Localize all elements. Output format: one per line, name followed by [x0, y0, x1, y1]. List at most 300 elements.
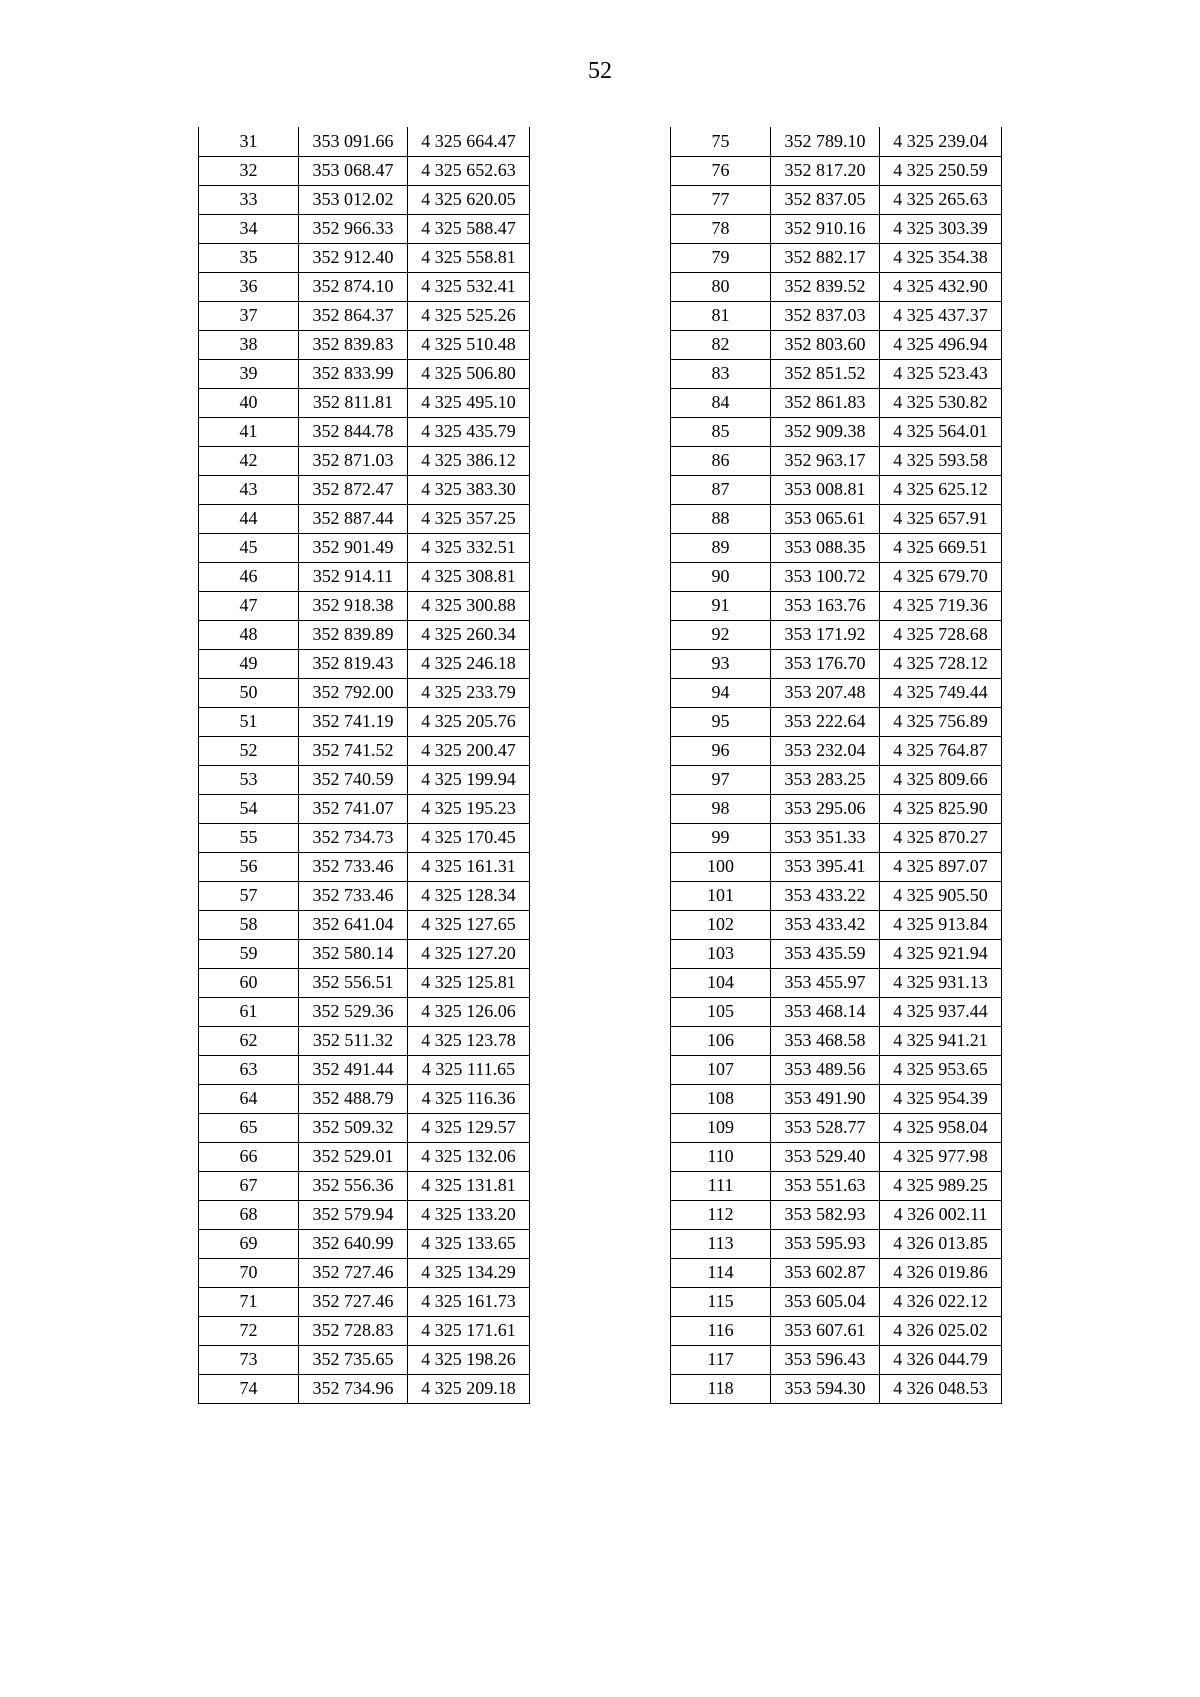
point-number-cell: 109 [671, 1113, 771, 1142]
table-row [671, 330, 1002, 359]
y-coordinate-cell: 4 325 989.25 [880, 1171, 1002, 1200]
x-coordinate-cell: 352 735.65 [299, 1345, 408, 1374]
table-row [671, 620, 1002, 649]
y-coordinate-cell: 4 325 588.47 [408, 214, 530, 243]
x-coordinate-cell: 352 734.73 [299, 823, 408, 852]
y-coordinate-cell: 4 326 048.53 [880, 1374, 1002, 1403]
x-coordinate-cell: 352 509.32 [299, 1113, 408, 1142]
table-row [671, 562, 1002, 591]
y-coordinate-cell: 4 325 510.48 [408, 330, 530, 359]
y-coordinate-cell: 4 325 199.94 [408, 765, 530, 794]
x-coordinate-cell: 353 065.61 [771, 504, 880, 533]
point-number-cell: 83 [671, 359, 771, 388]
table-row [199, 881, 530, 910]
table-row [671, 127, 1002, 156]
y-coordinate-cell: 4 325 435.79 [408, 417, 530, 446]
x-coordinate-cell: 353 163.76 [771, 591, 880, 620]
y-coordinate-cell: 4 325 260.34 [408, 620, 530, 649]
point-number-cell: 63 [199, 1055, 299, 1084]
point-number-cell: 60 [199, 968, 299, 997]
y-coordinate-cell: 4 325 161.31 [408, 852, 530, 881]
table-row [671, 852, 1002, 881]
y-coordinate-cell: 4 325 657.91 [880, 504, 1002, 533]
table-row [671, 359, 1002, 388]
x-coordinate-cell: 352 864.37 [299, 301, 408, 330]
x-coordinate-cell: 352 556.36 [299, 1171, 408, 1200]
x-coordinate-cell: 352 910.16 [771, 214, 880, 243]
table-row [671, 1229, 1002, 1258]
table-row [671, 417, 1002, 446]
y-coordinate-cell: 4 325 958.04 [880, 1113, 1002, 1142]
table-row [671, 939, 1002, 968]
point-number-cell: 49 [199, 649, 299, 678]
y-coordinate-cell: 4 325 532.41 [408, 272, 530, 301]
table-row [199, 852, 530, 881]
y-coordinate-cell: 4 325 728.68 [880, 620, 1002, 649]
table-row [199, 823, 530, 852]
point-number-cell: 33 [199, 185, 299, 214]
table-row [199, 1374, 530, 1403]
y-coordinate-cell: 4 325 354.38 [880, 243, 1002, 272]
point-number-cell: 76 [671, 156, 771, 185]
table-row [671, 678, 1002, 707]
y-coordinate-cell: 4 325 195.23 [408, 794, 530, 823]
point-number-cell: 93 [671, 649, 771, 678]
y-coordinate-cell: 4 326 025.02 [880, 1316, 1002, 1345]
table-row [199, 156, 530, 185]
y-coordinate-cell: 4 325 133.20 [408, 1200, 530, 1229]
table-row [671, 707, 1002, 736]
coordinates-table-right [670, 127, 1002, 1404]
y-coordinate-cell: 4 326 019.86 [880, 1258, 1002, 1287]
x-coordinate-cell: 353 595.93 [771, 1229, 880, 1258]
x-coordinate-cell: 352 488.79 [299, 1084, 408, 1113]
y-coordinate-cell: 4 326 022.12 [880, 1287, 1002, 1316]
table-row [671, 910, 1002, 939]
x-coordinate-cell: 353 176.70 [771, 649, 880, 678]
table-row [671, 1200, 1002, 1229]
point-number-cell: 54 [199, 794, 299, 823]
x-coordinate-cell: 352 912.40 [299, 243, 408, 272]
table-row [199, 591, 530, 620]
point-number-cell: 118 [671, 1374, 771, 1403]
x-coordinate-cell: 352 734.96 [299, 1374, 408, 1403]
point-number-cell: 44 [199, 504, 299, 533]
table-row [199, 765, 530, 794]
point-number-cell: 80 [671, 272, 771, 301]
table-row [199, 1113, 530, 1142]
point-number-cell: 37 [199, 301, 299, 330]
point-number-cell: 84 [671, 388, 771, 417]
table-row [671, 475, 1002, 504]
x-coordinate-cell: 352 963.17 [771, 446, 880, 475]
y-coordinate-cell: 4 325 116.36 [408, 1084, 530, 1113]
table-row [671, 214, 1002, 243]
table-row [199, 1055, 530, 1084]
y-coordinate-cell: 4 325 921.94 [880, 939, 1002, 968]
point-number-cell: 35 [199, 243, 299, 272]
x-coordinate-cell: 352 811.81 [299, 388, 408, 417]
table-row [199, 968, 530, 997]
x-coordinate-cell: 352 901.49 [299, 533, 408, 562]
x-coordinate-cell: 353 602.87 [771, 1258, 880, 1287]
y-coordinate-cell: 4 325 525.26 [408, 301, 530, 330]
point-number-cell: 95 [671, 707, 771, 736]
y-coordinate-cell: 4 325 564.01 [880, 417, 1002, 446]
point-number-cell: 65 [199, 1113, 299, 1142]
x-coordinate-cell: 352 641.04 [299, 910, 408, 939]
x-coordinate-cell: 352 839.52 [771, 272, 880, 301]
y-coordinate-cell: 4 325 386.12 [408, 446, 530, 475]
point-number-cell: 77 [671, 185, 771, 214]
point-number-cell: 75 [671, 127, 771, 156]
x-coordinate-cell: 352 833.99 [299, 359, 408, 388]
table-row [199, 214, 530, 243]
x-coordinate-cell: 352 909.38 [771, 417, 880, 446]
x-coordinate-cell: 353 100.72 [771, 562, 880, 591]
y-coordinate-cell: 4 325 198.26 [408, 1345, 530, 1374]
y-coordinate-cell: 4 325 123.78 [408, 1026, 530, 1055]
point-number-cell: 67 [199, 1171, 299, 1200]
table-row [199, 939, 530, 968]
y-coordinate-cell: 4 325 669.51 [880, 533, 1002, 562]
x-coordinate-cell: 352 837.03 [771, 301, 880, 330]
y-coordinate-cell: 4 325 558.81 [408, 243, 530, 272]
x-coordinate-cell: 352 556.51 [299, 968, 408, 997]
x-coordinate-cell: 353 582.93 [771, 1200, 880, 1229]
point-number-cell: 52 [199, 736, 299, 765]
table-row [671, 243, 1002, 272]
x-coordinate-cell: 353 491.90 [771, 1084, 880, 1113]
point-number-cell: 31 [199, 127, 299, 156]
x-coordinate-cell: 353 171.92 [771, 620, 880, 649]
point-number-cell: 102 [671, 910, 771, 939]
point-number-cell: 92 [671, 620, 771, 649]
y-coordinate-cell: 4 325 127.20 [408, 939, 530, 968]
table-row [671, 823, 1002, 852]
y-coordinate-cell: 4 325 620.05 [408, 185, 530, 214]
y-coordinate-cell: 4 325 764.87 [880, 736, 1002, 765]
x-coordinate-cell: 353 232.04 [771, 736, 880, 765]
y-coordinate-cell: 4 325 111.65 [408, 1055, 530, 1084]
table-row [199, 272, 530, 301]
x-coordinate-cell: 352 817.20 [771, 156, 880, 185]
x-coordinate-cell: 352 872.47 [299, 475, 408, 504]
y-coordinate-cell: 4 325 357.25 [408, 504, 530, 533]
x-coordinate-cell: 353 433.42 [771, 910, 880, 939]
table-row [671, 301, 1002, 330]
x-coordinate-cell: 352 728.83 [299, 1316, 408, 1345]
point-number-cell: 70 [199, 1258, 299, 1287]
point-number-cell: 36 [199, 272, 299, 301]
x-coordinate-cell: 352 914.11 [299, 562, 408, 591]
point-number-cell: 72 [199, 1316, 299, 1345]
table-row [671, 388, 1002, 417]
table-row [671, 736, 1002, 765]
table-row [671, 185, 1002, 214]
point-number-cell: 111 [671, 1171, 771, 1200]
y-coordinate-cell: 4 325 506.80 [408, 359, 530, 388]
y-coordinate-cell: 4 325 131.81 [408, 1171, 530, 1200]
x-coordinate-cell: 352 918.38 [299, 591, 408, 620]
table-row [199, 1026, 530, 1055]
y-coordinate-cell: 4 325 233.79 [408, 678, 530, 707]
point-number-cell: 41 [199, 417, 299, 446]
y-coordinate-cell: 4 325 126.06 [408, 997, 530, 1026]
x-coordinate-cell: 352 966.33 [299, 214, 408, 243]
point-number-cell: 100 [671, 852, 771, 881]
y-coordinate-cell: 4 325 265.63 [880, 185, 1002, 214]
y-coordinate-cell: 4 325 931.13 [880, 968, 1002, 997]
point-number-cell: 57 [199, 881, 299, 910]
table-row [671, 1345, 1002, 1374]
table-row [199, 417, 530, 446]
x-coordinate-cell: 353 435.59 [771, 939, 880, 968]
table-row [199, 1142, 530, 1171]
x-coordinate-cell: 352 741.52 [299, 736, 408, 765]
table-row [199, 562, 530, 591]
x-coordinate-cell: 352 851.52 [771, 359, 880, 388]
x-coordinate-cell: 352 640.99 [299, 1229, 408, 1258]
y-coordinate-cell: 4 325 937.44 [880, 997, 1002, 1026]
x-coordinate-cell: 352 733.46 [299, 881, 408, 910]
table-row [671, 591, 1002, 620]
y-coordinate-cell: 4 325 171.61 [408, 1316, 530, 1345]
x-coordinate-cell: 352 511.32 [299, 1026, 408, 1055]
x-coordinate-cell: 353 489.56 [771, 1055, 880, 1084]
table-row [671, 968, 1002, 997]
table-row [671, 1055, 1002, 1084]
point-number-cell: 64 [199, 1084, 299, 1113]
y-coordinate-cell: 4 325 825.90 [880, 794, 1002, 823]
point-number-cell: 39 [199, 359, 299, 388]
x-coordinate-cell: 353 594.30 [771, 1374, 880, 1403]
x-coordinate-cell: 352 803.60 [771, 330, 880, 359]
point-number-cell: 73 [199, 1345, 299, 1374]
x-coordinate-cell: 353 091.66 [299, 127, 408, 156]
x-coordinate-cell: 352 819.43 [299, 649, 408, 678]
point-number-cell: 103 [671, 939, 771, 968]
table-row [199, 620, 530, 649]
coordinates-table-left [198, 127, 530, 1404]
y-coordinate-cell: 4 325 200.47 [408, 736, 530, 765]
table-row [671, 765, 1002, 794]
y-coordinate-cell: 4 325 129.57 [408, 1113, 530, 1142]
point-number-cell: 81 [671, 301, 771, 330]
table-row [199, 1345, 530, 1374]
y-coordinate-cell: 4 326 013.85 [880, 1229, 1002, 1258]
x-coordinate-cell: 353 528.77 [771, 1113, 880, 1142]
table-row [671, 1258, 1002, 1287]
y-coordinate-cell: 4 325 170.45 [408, 823, 530, 852]
y-coordinate-cell: 4 325 209.18 [408, 1374, 530, 1403]
x-coordinate-cell: 352 580.14 [299, 939, 408, 968]
table-row [671, 1026, 1002, 1055]
table-row [671, 533, 1002, 562]
point-number-cell: 105 [671, 997, 771, 1026]
y-coordinate-cell: 4 325 913.84 [880, 910, 1002, 939]
x-coordinate-cell: 352 839.83 [299, 330, 408, 359]
y-coordinate-cell: 4 325 719.36 [880, 591, 1002, 620]
point-number-cell: 79 [671, 243, 771, 272]
table-row [199, 678, 530, 707]
point-number-cell: 45 [199, 533, 299, 562]
point-number-cell: 89 [671, 533, 771, 562]
x-coordinate-cell: 353 455.97 [771, 968, 880, 997]
table-row [199, 1229, 530, 1258]
x-coordinate-cell: 352 837.05 [771, 185, 880, 214]
point-number-cell: 98 [671, 794, 771, 823]
point-number-cell: 85 [671, 417, 771, 446]
y-coordinate-cell: 4 325 125.81 [408, 968, 530, 997]
x-coordinate-cell: 352 844.78 [299, 417, 408, 446]
x-coordinate-cell: 353 222.64 [771, 707, 880, 736]
x-coordinate-cell: 352 882.17 [771, 243, 880, 272]
table-row [671, 649, 1002, 678]
x-coordinate-cell: 352 887.44 [299, 504, 408, 533]
point-number-cell: 42 [199, 446, 299, 475]
table-row [199, 359, 530, 388]
point-number-cell: 40 [199, 388, 299, 417]
point-number-cell: 66 [199, 1142, 299, 1171]
x-coordinate-cell: 353 605.04 [771, 1287, 880, 1316]
y-coordinate-cell: 4 325 756.89 [880, 707, 1002, 736]
table-row [671, 881, 1002, 910]
x-coordinate-cell: 352 727.46 [299, 1287, 408, 1316]
y-coordinate-cell: 4 325 593.58 [880, 446, 1002, 475]
table-row [199, 504, 530, 533]
table-row [199, 388, 530, 417]
y-coordinate-cell: 4 325 905.50 [880, 881, 1002, 910]
y-coordinate-cell: 4 325 953.65 [880, 1055, 1002, 1084]
y-coordinate-cell: 4 326 002.11 [880, 1200, 1002, 1229]
x-coordinate-cell: 353 012.02 [299, 185, 408, 214]
x-coordinate-cell: 352 727.46 [299, 1258, 408, 1287]
table-row [671, 1374, 1002, 1403]
y-coordinate-cell: 4 325 303.39 [880, 214, 1002, 243]
x-coordinate-cell: 352 529.36 [299, 997, 408, 1026]
point-number-cell: 94 [671, 678, 771, 707]
point-number-cell: 96 [671, 736, 771, 765]
point-number-cell: 78 [671, 214, 771, 243]
point-number-cell: 56 [199, 852, 299, 881]
y-coordinate-cell: 4 325 954.39 [880, 1084, 1002, 1113]
x-coordinate-cell: 352 792.00 [299, 678, 408, 707]
y-coordinate-cell: 4 325 679.70 [880, 562, 1002, 591]
table-row [671, 504, 1002, 533]
table-row [199, 1084, 530, 1113]
point-number-cell: 34 [199, 214, 299, 243]
table-row [671, 1084, 1002, 1113]
x-coordinate-cell: 352 740.59 [299, 765, 408, 794]
table-row [671, 1142, 1002, 1171]
y-coordinate-cell: 4 325 127.65 [408, 910, 530, 939]
y-coordinate-cell: 4 325 523.43 [880, 359, 1002, 388]
x-coordinate-cell: 353 283.25 [771, 765, 880, 794]
point-number-cell: 62 [199, 1026, 299, 1055]
y-coordinate-cell: 4 325 977.98 [880, 1142, 1002, 1171]
point-number-cell: 88 [671, 504, 771, 533]
y-coordinate-cell: 4 325 383.30 [408, 475, 530, 504]
point-number-cell: 110 [671, 1142, 771, 1171]
point-number-cell: 99 [671, 823, 771, 852]
table-row [199, 1316, 530, 1345]
y-coordinate-cell: 4 325 300.88 [408, 591, 530, 620]
y-coordinate-cell: 4 326 044.79 [880, 1345, 1002, 1374]
x-coordinate-cell: 352 491.44 [299, 1055, 408, 1084]
x-coordinate-cell: 352 741.19 [299, 707, 408, 736]
point-number-cell: 46 [199, 562, 299, 591]
x-coordinate-cell: 352 871.03 [299, 446, 408, 475]
table-row [671, 794, 1002, 823]
table-row [199, 185, 530, 214]
x-coordinate-cell: 352 839.89 [299, 620, 408, 649]
point-number-cell: 59 [199, 939, 299, 968]
point-number-cell: 87 [671, 475, 771, 504]
y-coordinate-cell: 4 325 437.37 [880, 301, 1002, 330]
x-coordinate-cell: 352 874.10 [299, 272, 408, 301]
point-number-cell: 69 [199, 1229, 299, 1258]
table-row [199, 649, 530, 678]
y-coordinate-cell: 4 325 870.27 [880, 823, 1002, 852]
x-coordinate-cell: 352 579.94 [299, 1200, 408, 1229]
table-row [671, 1316, 1002, 1345]
x-coordinate-cell: 353 351.33 [771, 823, 880, 852]
y-coordinate-cell: 4 325 728.12 [880, 649, 1002, 678]
point-number-cell: 38 [199, 330, 299, 359]
table-row [199, 794, 530, 823]
x-coordinate-cell: 353 295.06 [771, 794, 880, 823]
y-coordinate-cell: 4 325 161.73 [408, 1287, 530, 1316]
table-row [199, 736, 530, 765]
y-coordinate-cell: 4 325 941.21 [880, 1026, 1002, 1055]
table-row [671, 1113, 1002, 1142]
point-number-cell: 68 [199, 1200, 299, 1229]
table-row [199, 707, 530, 736]
point-number-cell: 108 [671, 1084, 771, 1113]
point-number-cell: 113 [671, 1229, 771, 1258]
table-row [199, 475, 530, 504]
x-coordinate-cell: 353 008.81 [771, 475, 880, 504]
y-coordinate-cell: 4 325 308.81 [408, 562, 530, 591]
point-number-cell: 47 [199, 591, 299, 620]
y-coordinate-cell: 4 325 332.51 [408, 533, 530, 562]
y-coordinate-cell: 4 325 239.04 [880, 127, 1002, 156]
x-coordinate-cell: 353 551.63 [771, 1171, 880, 1200]
point-number-cell: 55 [199, 823, 299, 852]
table-row [671, 272, 1002, 301]
point-number-cell: 50 [199, 678, 299, 707]
x-coordinate-cell: 353 068.47 [299, 156, 408, 185]
table-row [199, 127, 530, 156]
y-coordinate-cell: 4 325 652.63 [408, 156, 530, 185]
x-coordinate-cell: 353 468.14 [771, 997, 880, 1026]
point-number-cell: 43 [199, 475, 299, 504]
point-number-cell: 112 [671, 1200, 771, 1229]
x-coordinate-cell: 352 733.46 [299, 852, 408, 881]
table-row [199, 446, 530, 475]
point-number-cell: 91 [671, 591, 771, 620]
x-coordinate-cell: 353 395.41 [771, 852, 880, 881]
point-number-cell: 116 [671, 1316, 771, 1345]
y-coordinate-cell: 4 325 530.82 [880, 388, 1002, 417]
x-coordinate-cell: 353 607.61 [771, 1316, 880, 1345]
x-coordinate-cell: 353 468.58 [771, 1026, 880, 1055]
y-coordinate-cell: 4 325 809.66 [880, 765, 1002, 794]
x-coordinate-cell: 352 789.10 [771, 127, 880, 156]
point-number-cell: 115 [671, 1287, 771, 1316]
point-number-cell: 104 [671, 968, 771, 997]
